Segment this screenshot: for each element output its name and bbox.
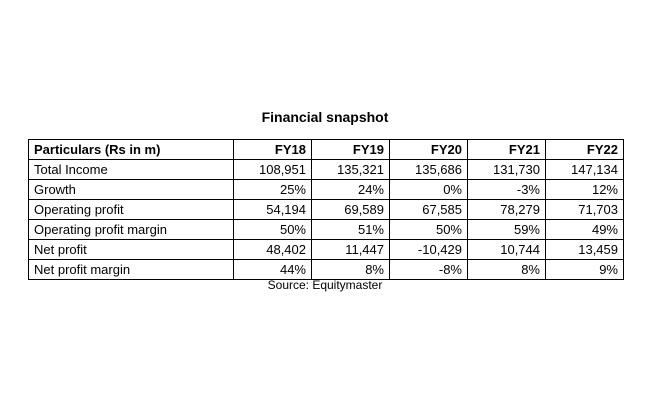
header-row bbox=[29, 140, 624, 160]
financial-table bbox=[28, 139, 624, 280]
row-label: Net profit margin bbox=[29, 260, 234, 280]
header-fy22: FY22 bbox=[546, 140, 624, 160]
table-title: Financial snapshot bbox=[261, 109, 389, 125]
row-label: Operating profit bbox=[29, 200, 234, 220]
table-cell: 24% bbox=[312, 180, 390, 200]
row-label: Net profit bbox=[29, 240, 234, 260]
table-cell: 0% bbox=[390, 180, 468, 200]
table-cell: 44% bbox=[234, 260, 312, 280]
table-row bbox=[29, 260, 624, 280]
header-fy20: FY20 bbox=[390, 140, 468, 160]
header-fy18: FY18 bbox=[234, 140, 312, 160]
header-particulars: Particulars (Rs in m) bbox=[29, 140, 234, 160]
row-label: Operating profit margin bbox=[29, 220, 234, 240]
table-cell: -10,429 bbox=[390, 240, 468, 260]
table-cell: 108,951 bbox=[234, 160, 312, 180]
table-cell: 49% bbox=[546, 220, 624, 240]
table-row bbox=[29, 180, 624, 200]
table-cell: 8% bbox=[468, 260, 546, 280]
table-cell: 69,589 bbox=[312, 200, 390, 220]
table-cell: 8% bbox=[312, 260, 390, 280]
table-cell: 50% bbox=[234, 220, 312, 240]
table-cell: -8% bbox=[390, 260, 468, 280]
table-cell: 67,585 bbox=[390, 200, 468, 220]
header-fy19: FY19 bbox=[312, 140, 390, 160]
table-cell: 147,134 bbox=[546, 160, 624, 180]
table-cell: 51% bbox=[312, 220, 390, 240]
table-cell: 54,194 bbox=[234, 200, 312, 220]
table-cell: 25% bbox=[234, 180, 312, 200]
table-cell: 135,686 bbox=[390, 160, 468, 180]
row-label: Total Income bbox=[29, 160, 234, 180]
table-cell: 71,703 bbox=[546, 200, 624, 220]
table-row bbox=[29, 200, 624, 220]
table-cell: 131,730 bbox=[468, 160, 546, 180]
table-cell: 48,402 bbox=[234, 240, 312, 260]
table-cell: 9% bbox=[546, 260, 624, 280]
source-note: Source: Equitymaster bbox=[267, 278, 383, 292]
table-cell: 59% bbox=[468, 220, 546, 240]
table-cell: 135,321 bbox=[312, 160, 390, 180]
table-cell: 78,279 bbox=[468, 200, 546, 220]
row-label: Growth bbox=[29, 180, 234, 200]
table-cell: 11,447 bbox=[312, 240, 390, 260]
table-row bbox=[29, 160, 624, 180]
table-cell: 12% bbox=[546, 180, 624, 200]
header-fy21: FY21 bbox=[468, 140, 546, 160]
table-cell: 13,459 bbox=[546, 240, 624, 260]
table-cell: -3% bbox=[468, 180, 546, 200]
table-row bbox=[29, 220, 624, 240]
table-cell: 10,744 bbox=[468, 240, 546, 260]
table-cell: 50% bbox=[390, 220, 468, 240]
table-row bbox=[29, 240, 624, 260]
